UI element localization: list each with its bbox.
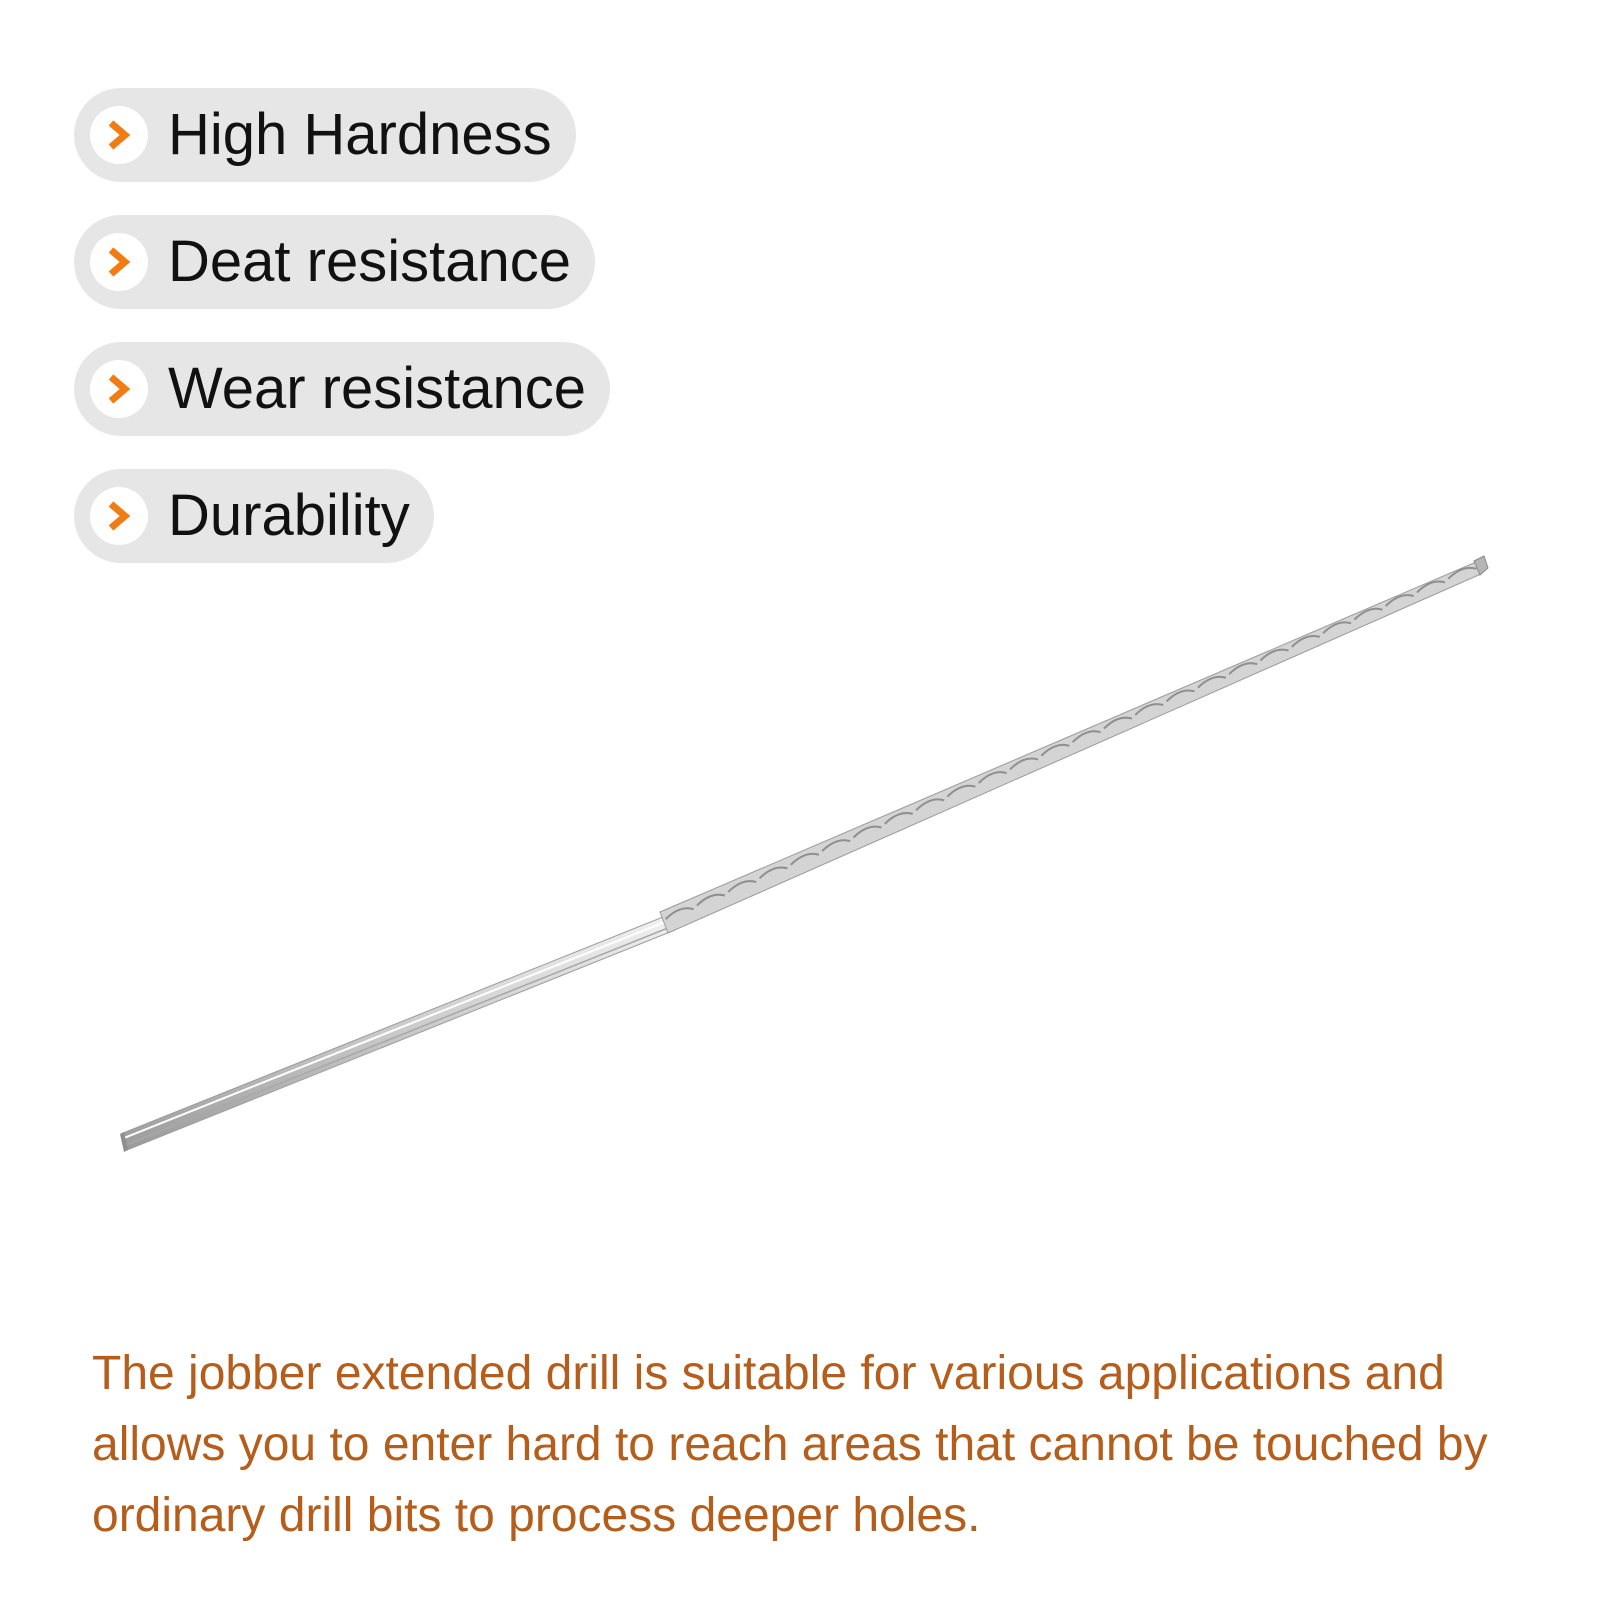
feature-label: Wear resistance (168, 356, 586, 421)
feature-list (74, 88, 610, 596)
feature-label: High Hardness (168, 102, 552, 167)
feature-pill-deat-resistance (74, 215, 595, 309)
feature-label: Durability (168, 483, 410, 548)
chevron-right-icon (90, 487, 148, 545)
feature-pill-durability (74, 469, 434, 563)
chevron-right-icon (90, 106, 148, 164)
feature-pill-high-hardness (74, 88, 576, 182)
product-description: The jobber extended drill is suitable for various applications and allows you to enter hard to reach areas that cannot be touched by ordinary drill bits to process deeper holes. (92, 1347, 1488, 1542)
chevron-right-icon (90, 360, 148, 418)
chevron-right-icon (90, 233, 148, 291)
feature-label: Deat resistance (168, 229, 571, 294)
feature-pill-wear-resistance (74, 342, 610, 436)
